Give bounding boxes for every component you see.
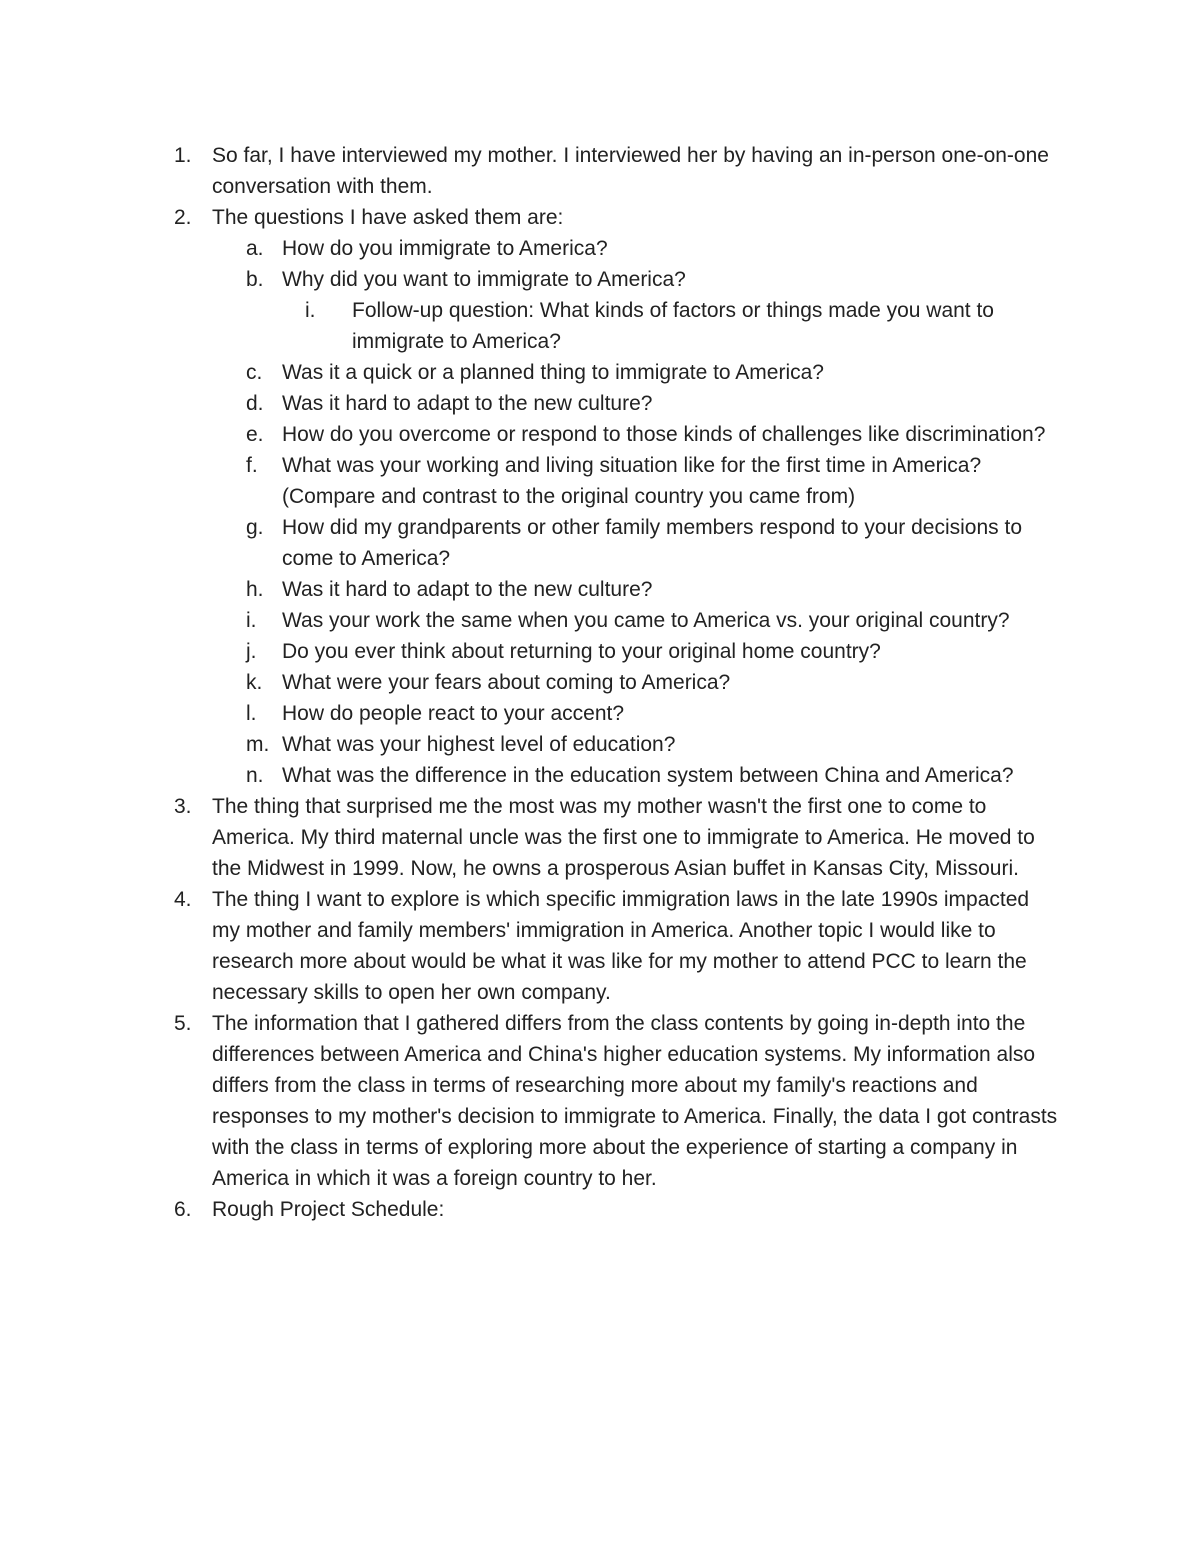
- question-text: What was your highest level of education?: [282, 733, 676, 756]
- list-marker: b.: [246, 268, 264, 291]
- question-text: Was it hard to adapt to the new culture?: [282, 578, 653, 601]
- question-text: Do you ever think about returning to your original home country?: [282, 640, 881, 663]
- list-marker: j.: [246, 640, 257, 663]
- list-item-4: [0, 884, 1062, 1008]
- list-marker: g.: [246, 516, 264, 539]
- question-k: [0, 667, 1062, 698]
- list-marker: 2.: [174, 206, 192, 229]
- question-a: [0, 233, 1062, 264]
- question-text: Was your work the same when you came to America vs. your original country?: [282, 609, 1010, 632]
- question-text: What was your working and living situation like for the first time in America? (Compare and contrast to the original country you came from): [282, 454, 982, 508]
- question-e: [0, 419, 1062, 450]
- list-item-text: Rough Project Schedule:: [212, 1198, 445, 1221]
- list-marker: l.: [246, 702, 257, 725]
- question-d: [0, 388, 1062, 419]
- question-text: What were your fears about coming to America?: [282, 671, 731, 694]
- list-item-text: So far, I have interviewed my mother. I interviewed her by having an in-person one-on-one conversation with them.: [212, 144, 1049, 198]
- list-marker: 6.: [174, 1198, 192, 1221]
- question-h: [0, 574, 1062, 605]
- question-l: [0, 698, 1062, 729]
- list-marker: 3.: [174, 795, 192, 818]
- question-text: How did my grandparents or other family members respond to your decisions to come to America?: [282, 516, 1023, 570]
- list-marker: k.: [246, 671, 263, 694]
- list-item-text: The thing that surprised me the most was my mother wasn't the first one to come to America. My third maternal uncle was the first one to immigrate to America. He moved to the Midwest in 1999. Now, he owns a prosperous Asian buffet in Kansas City, Missouri.: [212, 795, 1035, 880]
- followup-text: Follow-up question: What kinds of factors or things made you want to immigrate to America?: [352, 299, 994, 353]
- list-item-text: The information that I gathered differs from the class contents by going in-depth into the differences between America and China's higher education systems. My information also differs from the class in terms of researching more about my family's reactions and responses to my mother's decision to immigrate to America. Finally, the data I got contrasts with the class in terms of exploring more about the experience of starting a company in America in which it was a foreign country to her.: [212, 1012, 1058, 1190]
- question-text: Why did you want to immigrate to America?: [282, 268, 686, 291]
- question-b: [0, 264, 1062, 295]
- question-text: What was the difference in the education system between China and America?: [282, 764, 1014, 787]
- question-c: [0, 357, 1062, 388]
- question-j: [0, 636, 1062, 667]
- list-item-2: [0, 202, 1062, 233]
- document-page: [0, 140, 1200, 1225]
- list-marker: i.: [305, 299, 316, 322]
- list-item-1: [0, 140, 1062, 202]
- list-item-3: [0, 791, 1062, 884]
- list-marker: a.: [246, 237, 264, 260]
- question-i: [0, 605, 1062, 636]
- list-marker: e.: [246, 423, 264, 446]
- question-f: [0, 450, 1062, 512]
- list-marker: c.: [246, 361, 263, 384]
- list-item-text: The thing I want to explore is which specific immigration laws in the late 1990s impacted my mother and family members' immigration in America. Another topic I would like to research more about would be what it was like for my mother to attend PCC to learn the necessary skills to open her own company.: [212, 888, 1030, 1004]
- question-g: [0, 512, 1062, 574]
- list-marker: i.: [246, 609, 257, 632]
- list-marker: m.: [246, 733, 270, 756]
- question-text: Was it hard to adapt to the new culture?: [282, 392, 653, 415]
- list-item-5: [0, 1008, 1062, 1194]
- list-marker: 5.: [174, 1012, 192, 1035]
- list-item-6: [0, 1194, 1062, 1225]
- list-marker: 4.: [174, 888, 192, 911]
- list-marker: n.: [246, 764, 264, 787]
- list-marker: d.: [246, 392, 264, 415]
- list-marker: f.: [246, 454, 258, 477]
- question-n: [0, 760, 1062, 791]
- question-text: Was it a quick or a planned thing to immigrate to America?: [282, 361, 824, 384]
- list-marker: h.: [246, 578, 264, 601]
- question-text: How do people react to your accent?: [282, 702, 625, 725]
- list-item-text: The questions I have asked them are:: [212, 206, 564, 229]
- followup-question: [0, 295, 1062, 357]
- question-m: [0, 729, 1062, 760]
- list-marker: 1.: [174, 144, 192, 167]
- question-text: How do you overcome or respond to those kinds of challenges like discrimination?: [282, 423, 1046, 446]
- question-text: How do you immigrate to America?: [282, 237, 608, 260]
